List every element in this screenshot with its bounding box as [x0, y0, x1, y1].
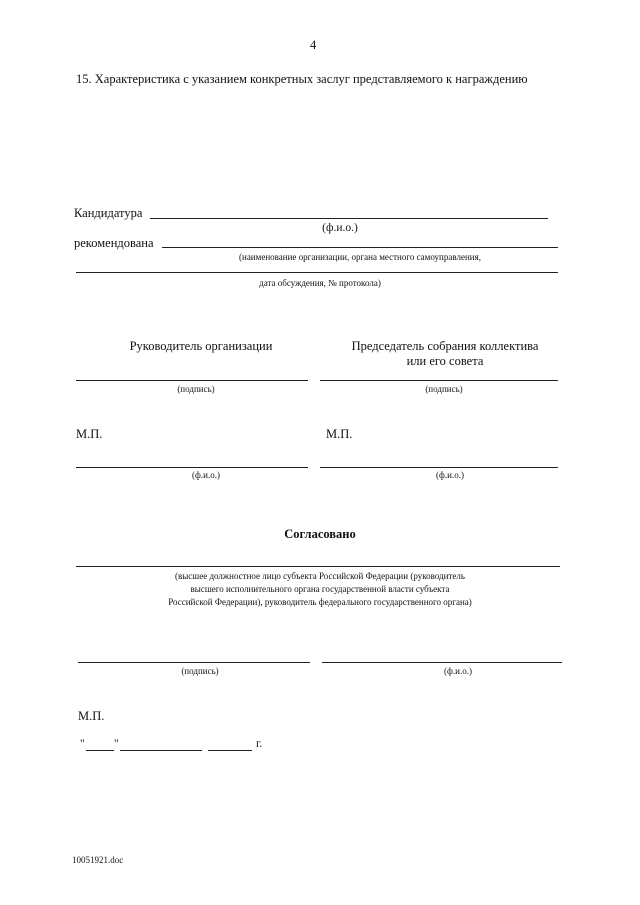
- date-quote-close: ": [114, 738, 119, 750]
- left-fio-caption: (ф.и.о.): [192, 470, 220, 480]
- date-quote-open: ": [80, 738, 85, 750]
- org-caption-line2: дата обсуждения, № протокола): [259, 278, 381, 288]
- agreed-caption-line1: (высшее должностное лицо субъекта Российской Федерации (руководитель: [175, 571, 465, 581]
- date-year-line[interactable]: [208, 750, 252, 751]
- right-signature-caption: (подпись): [425, 384, 463, 394]
- agreed-stamp: М.П.: [78, 709, 105, 723]
- candidate-fio-line[interactable]: [150, 218, 548, 219]
- agreed-caption-line2: высшего исполнительного органа государственной власти субъекта: [190, 584, 450, 594]
- agreed-official-line[interactable]: [76, 566, 560, 567]
- left-signatory-title: Руководитель организации: [129, 339, 273, 353]
- right-fio-caption: (ф.и.о.): [436, 470, 464, 480]
- left-signature-caption: (подпись): [177, 384, 215, 394]
- year-suffix: г.: [256, 738, 263, 750]
- section-15-heading: 15. Характеристика с указанием конкретных заслуг представляемого к награждению: [76, 72, 528, 86]
- date-month-line[interactable]: [120, 750, 202, 751]
- org-caption-line1: (наименование организации, органа местного самоуправления,: [239, 252, 481, 262]
- agreed-signature-line[interactable]: [78, 662, 310, 663]
- right-signatory-title-line2: или его совета: [406, 354, 484, 368]
- org-date-line[interactable]: [76, 272, 558, 273]
- right-signatory-title-line1: Председатель собрания коллектива: [351, 339, 539, 353]
- left-fio-line[interactable]: [76, 467, 308, 468]
- right-signature-line[interactable]: [320, 380, 558, 381]
- recommended-org-line[interactable]: [162, 247, 558, 248]
- candidate-label: Кандидатура: [74, 206, 143, 220]
- agreed-caption-line3: Российской Федерации), руководитель федерального государственного органа): [168, 597, 472, 607]
- agreed-title: Согласовано: [284, 527, 356, 541]
- right-stamp: М.П.: [326, 427, 353, 441]
- agreed-signature-caption: (подпись): [181, 666, 219, 676]
- date-day-line[interactable]: [86, 750, 114, 751]
- left-stamp: М.П.: [76, 427, 103, 441]
- doc-id: 10051921.doc: [72, 855, 124, 865]
- left-signature-line[interactable]: [76, 380, 308, 381]
- candidate-fio-caption: (ф.и.о.): [322, 222, 358, 234]
- agreed-fio-caption: (ф.и.о.): [444, 666, 472, 676]
- right-fio-line[interactable]: [320, 467, 558, 468]
- page-number: 4: [310, 38, 317, 52]
- agreed-fio-line[interactable]: [322, 662, 562, 663]
- recommended-label: рекомендована: [74, 236, 154, 250]
